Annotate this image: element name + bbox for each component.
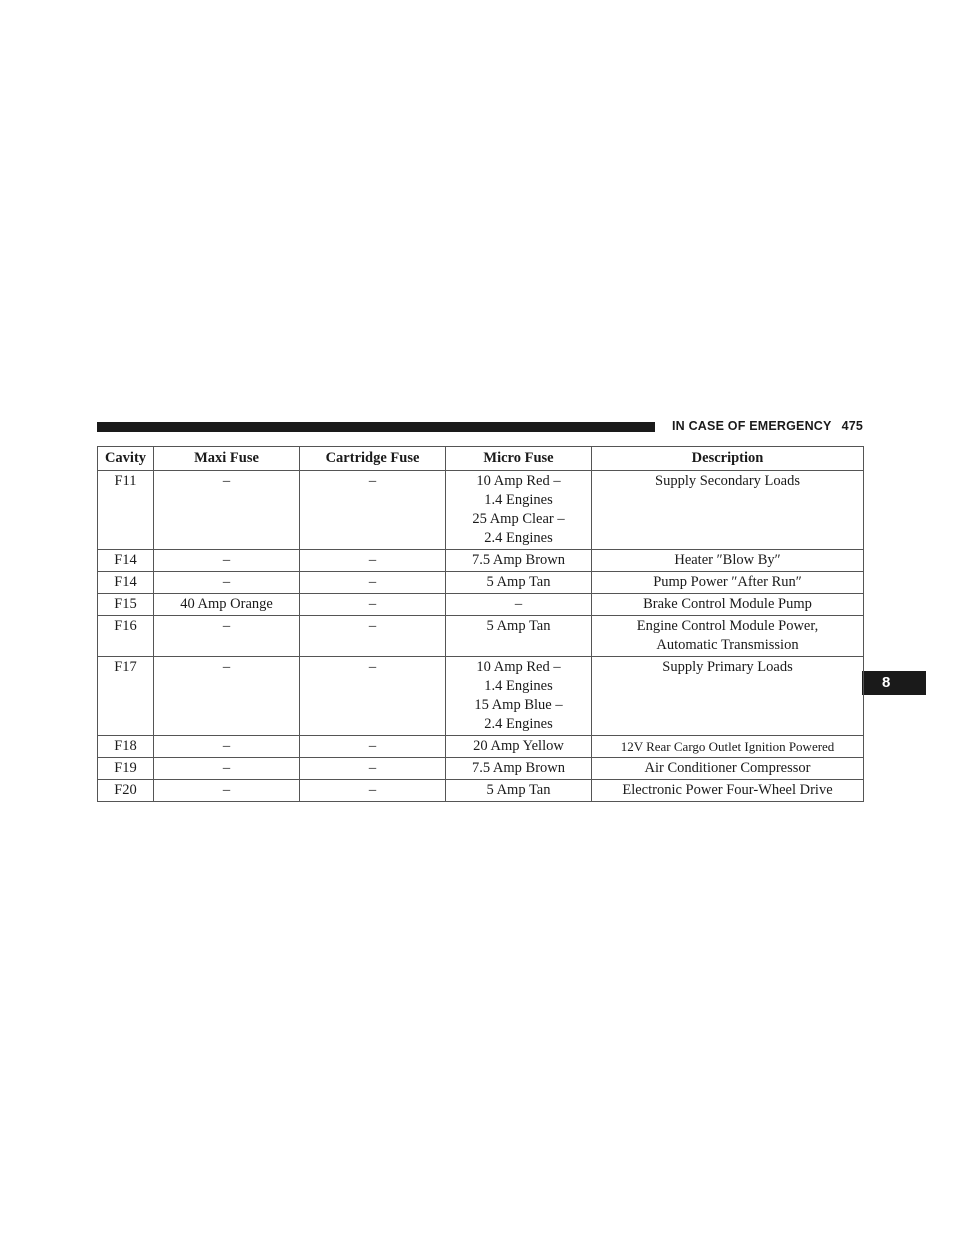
description-line: Supply Primary Loads	[662, 659, 793, 675]
table-row	[98, 736, 864, 758]
cartridge-fuse-cell: –	[300, 758, 446, 780]
section-title: IN CASE OF EMERGENCY	[672, 419, 832, 433]
table-row	[98, 616, 864, 657]
description-line: Engine Control Module Power,	[636, 618, 819, 634]
column-header-cavity: Cavity	[98, 447, 154, 471]
maxi-fuse-cell: –	[154, 550, 300, 572]
micro-fuse-cell	[446, 471, 592, 550]
column-header-maxi-fuse: Maxi Fuse	[154, 447, 300, 471]
table-row	[98, 657, 864, 736]
description-line: Heater ″Blow By″	[674, 552, 781, 568]
maxi-fuse-cell: –	[154, 657, 300, 736]
maxi-fuse-cell: –	[154, 736, 300, 758]
micro-fuse-line: 5 Amp Tan	[486, 782, 551, 798]
micro-fuse-line: 7.5 Amp Brown	[471, 760, 566, 776]
cartridge-fuse-cell: –	[300, 780, 446, 802]
micro-fuse-line: 5 Amp Tan	[486, 574, 551, 590]
micro-fuse-cell	[446, 780, 592, 802]
micro-fuse-cell	[446, 550, 592, 572]
micro-fuse-cell	[446, 657, 592, 736]
description-line: Brake Control Module Pump	[643, 596, 812, 612]
maxi-fuse-cell: –	[154, 616, 300, 657]
cavity-cell: F14	[98, 572, 154, 594]
cartridge-fuse-cell: –	[300, 550, 446, 572]
micro-fuse-line: 10 Amp Red –	[476, 659, 561, 675]
column-header-micro-fuse: Micro Fuse	[446, 447, 592, 471]
table-row	[98, 758, 864, 780]
micro-fuse-line: 15 Amp Blue –	[474, 697, 563, 713]
cavity-cell: F18	[98, 736, 154, 758]
table-row	[98, 550, 864, 572]
description-line: 12V Rear Cargo Outlet Ignition Powered	[620, 739, 835, 754]
cartridge-fuse-cell: –	[300, 572, 446, 594]
cavity-cell: F11	[98, 471, 154, 550]
header-rule	[97, 422, 655, 432]
description-cell	[592, 471, 864, 550]
micro-fuse-line: 2.4 Engines	[484, 530, 553, 546]
description-line: Supply Secondary Loads	[655, 473, 800, 489]
description-line: Pump Power ″After Run″	[653, 574, 802, 590]
page-number: 475	[841, 419, 864, 433]
micro-fuse-line: 2.4 Engines	[484, 716, 553, 732]
maxi-fuse-cell: –	[154, 471, 300, 550]
cartridge-fuse-cell: –	[300, 594, 446, 616]
micro-fuse-cell	[446, 736, 592, 758]
table-row	[98, 594, 864, 616]
cartridge-fuse-cell: –	[300, 736, 446, 758]
micro-fuse-cell	[446, 594, 592, 616]
micro-fuse-line: 1.4 Engines	[484, 678, 553, 694]
micro-fuse-line: 1.4 Engines	[484, 492, 553, 508]
micro-fuse-line: –	[514, 596, 523, 612]
cavity-cell: F15	[98, 594, 154, 616]
maxi-fuse-cell: 40 Amp Orange	[154, 594, 300, 616]
description-cell	[592, 550, 864, 572]
description-cell	[592, 736, 864, 758]
cavity-cell: F19	[98, 758, 154, 780]
table-row	[98, 572, 864, 594]
description-line: Electronic Power Four-Wheel Drive	[622, 782, 833, 798]
running-header	[672, 419, 863, 433]
description-cell	[592, 572, 864, 594]
table-row	[98, 471, 864, 550]
fuse-table	[97, 446, 864, 802]
description-cell	[592, 594, 864, 616]
cavity-cell: F17	[98, 657, 154, 736]
maxi-fuse-cell: –	[154, 758, 300, 780]
cavity-cell: F16	[98, 616, 154, 657]
column-header-cartridge-fuse: Cartridge Fuse	[300, 447, 446, 471]
micro-fuse-line: 7.5 Amp Brown	[471, 552, 566, 568]
table-header-row	[98, 447, 864, 471]
micro-fuse-line: 10 Amp Red –	[476, 473, 561, 489]
maxi-fuse-cell: –	[154, 780, 300, 802]
micro-fuse-cell	[446, 572, 592, 594]
description-cell	[592, 758, 864, 780]
description-line: Air Conditioner Compressor	[644, 760, 811, 776]
cartridge-fuse-cell: –	[300, 471, 446, 550]
description-cell	[592, 657, 864, 736]
column-header-description: Description	[592, 447, 864, 471]
cavity-cell: F14	[98, 550, 154, 572]
description-line: Automatic Transmission	[656, 637, 799, 653]
micro-fuse-line: 25 Amp Clear –	[472, 511, 565, 527]
maxi-fuse-cell: –	[154, 572, 300, 594]
micro-fuse-line: 5 Amp Tan	[486, 618, 551, 634]
cartridge-fuse-cell: –	[300, 657, 446, 736]
description-cell	[592, 616, 864, 657]
table-row	[98, 780, 864, 802]
chapter-tab: 8	[862, 671, 926, 695]
micro-fuse-line: 20 Amp Yellow	[473, 738, 564, 754]
cavity-cell: F20	[98, 780, 154, 802]
micro-fuse-cell	[446, 758, 592, 780]
description-cell	[592, 780, 864, 802]
cartridge-fuse-cell: –	[300, 616, 446, 657]
micro-fuse-cell	[446, 616, 592, 657]
